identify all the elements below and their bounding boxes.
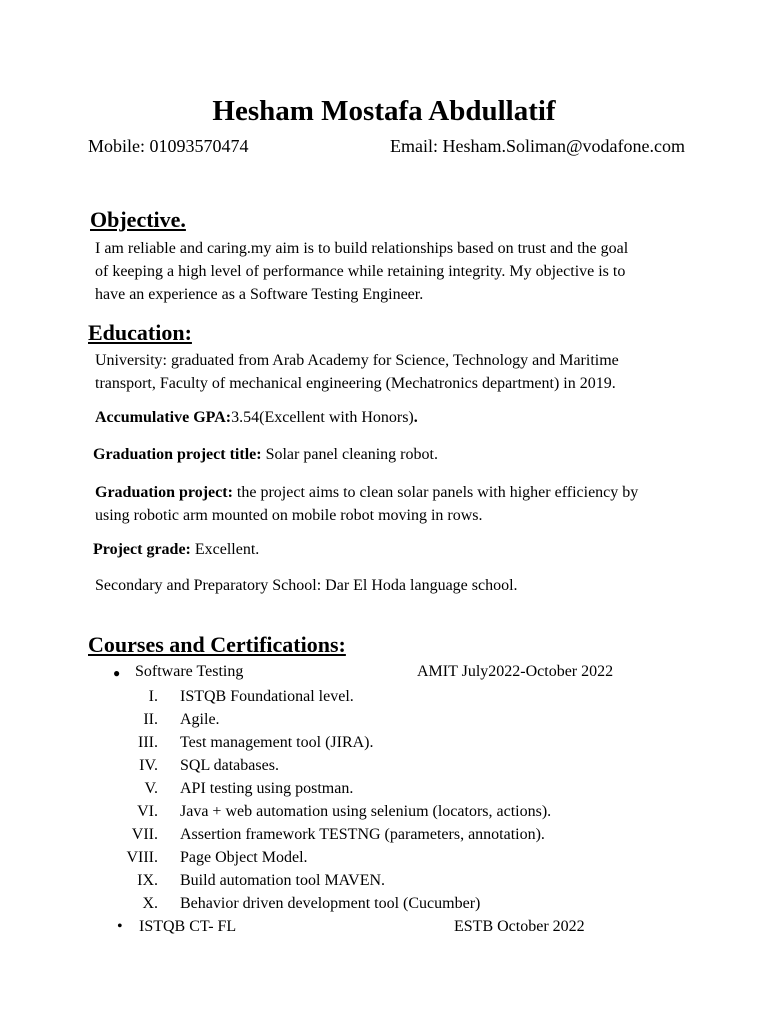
grade-label: Project grade: xyxy=(93,541,191,558)
topic-number: IV. xyxy=(139,757,158,774)
course-title: Software Testing xyxy=(135,663,244,680)
topic-number: VII. xyxy=(131,826,158,843)
project-title-label: Graduation project title: xyxy=(93,446,262,463)
objective-line: of keeping a high level of performance while retaining integrity. My objective is to xyxy=(95,263,626,280)
objective-text xyxy=(95,237,715,306)
objective-line: have an experience as a Software Testing Engineer. xyxy=(95,286,424,303)
topic-item: Assertion framework TESTNG (parameters, annotation). xyxy=(180,826,545,843)
topic-number: X. xyxy=(142,895,158,912)
topic-item: Test management tool (JIRA). xyxy=(180,734,374,751)
gpa-label: Accumulative GPA: xyxy=(95,409,232,426)
mobile-number: Mobile: 01093570474 xyxy=(88,136,249,156)
bullet-icon: • xyxy=(117,918,123,935)
university-line: University: graduated from Arab Academy for Science, Technology and Maritime xyxy=(95,352,619,369)
course-title: ISTQB CT- FL xyxy=(139,918,237,935)
topic-number: IX. xyxy=(137,872,158,889)
topic-item: Behavior driven development tool (Cucumber) xyxy=(180,895,481,912)
gpa-line xyxy=(95,409,418,427)
course-provider: AMIT July2022-October 2022 xyxy=(417,663,614,680)
topic-item: Build automation tool MAVEN. xyxy=(180,872,386,889)
topic-item: SQL databases. xyxy=(180,757,279,774)
gpa-value: 3.54(Excellent with Honors) xyxy=(231,409,414,426)
topic-number: VIII. xyxy=(126,849,158,866)
education-heading: Education: xyxy=(88,320,192,345)
email-address: Email: Hesham.Soliman@vodafone.com xyxy=(390,136,686,156)
courses-heading: Courses and Certifications: xyxy=(88,632,346,657)
bullet-icon: ● xyxy=(113,666,121,680)
project-title-value: Solar panel cleaning robot. xyxy=(261,446,438,463)
university-text xyxy=(95,349,715,395)
topic-number: V. xyxy=(144,780,158,797)
topic-item: Agile. xyxy=(180,711,220,728)
topic-number: I. xyxy=(148,688,158,705)
topic-number: III. xyxy=(138,734,158,751)
course-provider: ESTB October 2022 xyxy=(454,918,585,935)
project-description xyxy=(95,481,715,527)
school-line: Secondary and Preparatory School: Dar El Hoda language school. xyxy=(95,577,518,594)
topic-item: Page Object Model. xyxy=(180,849,308,866)
project-title-line xyxy=(93,446,438,464)
project-value-line1: the project aims to clean solar panels with higher efficiency by xyxy=(232,484,639,501)
grade-line xyxy=(93,541,259,559)
grade-value: Excellent. xyxy=(190,541,260,558)
gpa-period: . xyxy=(413,409,418,426)
objective-line: I am reliable and caring.my aim is to build relationships based on trust and the goal xyxy=(95,240,629,257)
resume-name: Hesham Mostafa Abdullatif xyxy=(212,95,556,127)
university-line: transport, Faculty of mechanical engineering (Mechatronics department) in 2019. xyxy=(95,375,616,392)
topic-number: II. xyxy=(143,711,158,728)
objective-heading: Objective. xyxy=(90,207,186,232)
topic-number: VI. xyxy=(137,803,158,820)
topic-item: ISTQB Foundational level. xyxy=(180,688,354,705)
topic-item: API testing using postman. xyxy=(180,780,354,797)
topic-item: Java + web automation using selenium (locators, actions). xyxy=(180,803,552,820)
project-label: Graduation project: xyxy=(95,484,233,501)
project-value-line2: using robotic arm mounted on mobile robot moving in rows. xyxy=(95,507,483,524)
